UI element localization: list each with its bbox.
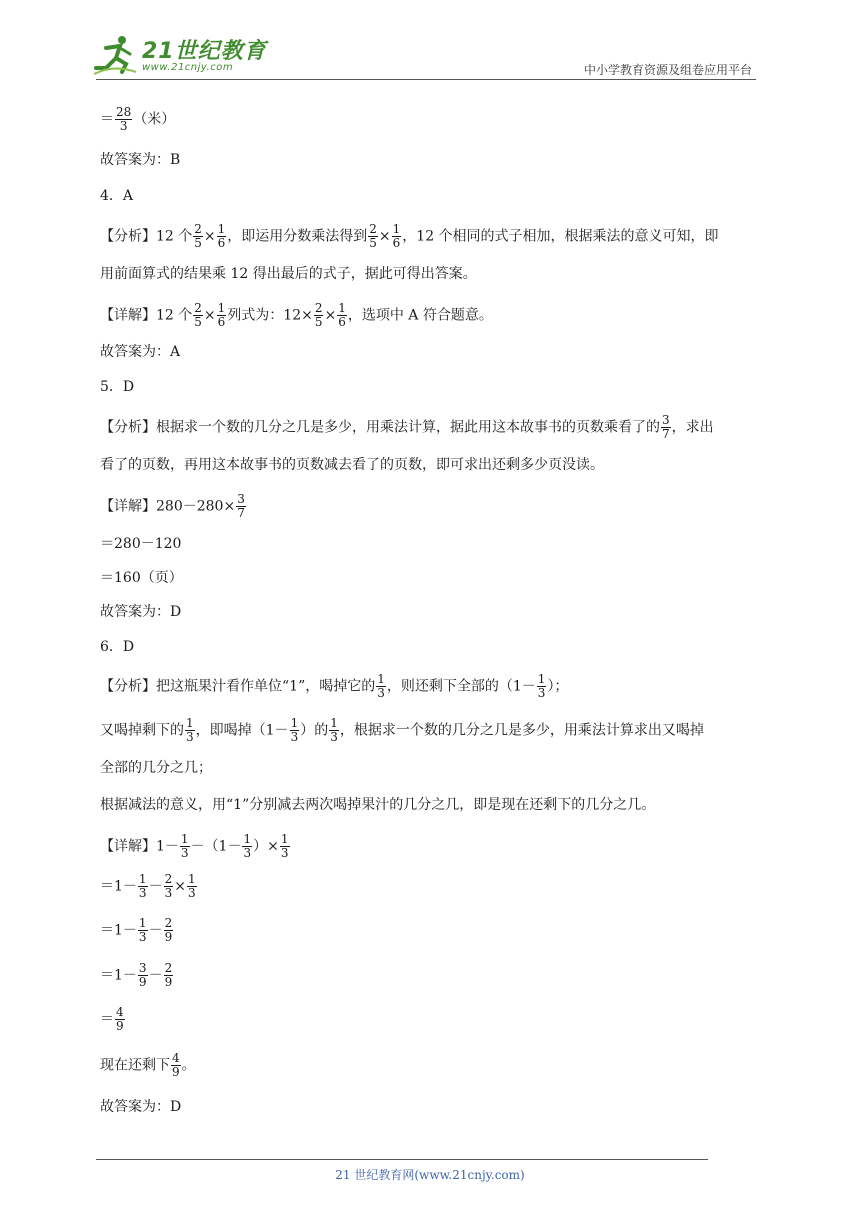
fraction: $\frac{2}{5}$: [194, 301, 202, 329]
calc-step: ＝280－120: [100, 536, 182, 552]
calc-step: ＝1－ $\frac{1}{3}$ － $\frac{2}{9}$: [100, 916, 173, 944]
page-header: [0, 0, 860, 82]
answer-line: 故答案为：A: [100, 344, 181, 360]
analysis-line-cont: 根据减法的意义，用“1”分别减去两次喝掉果汁的几分之几，即是现在还剩下的几分之几。: [100, 797, 656, 813]
fraction: $\frac{2}{3}$: [164, 872, 173, 900]
fraction: $\frac{1}{3}$: [138, 872, 147, 900]
footer-text: 21 世纪教育网(www.21cnjy.com): [335, 1168, 525, 1182]
calc-step: ＝160（页）: [100, 570, 183, 586]
fraction: $\frac{1}{3}$: [138, 916, 147, 944]
analysis-line-cont: 用前面算式的结果乘 12 得出最后的式子，据此可得出答案。: [100, 266, 477, 282]
calc-step: ＝ $\frac{4}{9}$: [100, 1005, 124, 1033]
answer-line: 故答案为：B: [100, 152, 181, 168]
line-result-meters: ＝ $\frac{28}{3}$ （米）: [100, 105, 176, 133]
question-number: 6．D: [100, 639, 135, 655]
footer-divider: [96, 1159, 708, 1160]
fraction: $\frac{1}{3}$: [243, 832, 252, 860]
fraction: $\frac{28}{3}$: [116, 105, 132, 133]
detail-line: 【详解】12 个 $\frac{2}{5}$ × $\frac{1}{6}$ 列式为：12× $\frac{2}{5}$ × $\frac{1}{6}$ ，选项中 A 符合题意。: [100, 301, 493, 329]
logo-text: 21世纪教育: [142, 39, 267, 64]
conclusion-line: 现在还剩下 $\frac{4}{9}$ 。: [100, 1051, 196, 1079]
fraction: $\frac{1}{3}$: [280, 832, 289, 860]
fraction: $\frac{1}{3}$: [537, 672, 546, 700]
header-platform-text: 中小学教育资源及组卷应用平台: [583, 63, 752, 77]
calc-step: ＝1－ $\frac{1}{3}$ － $\frac{2}{3}$ × $\frac{1}{3}$: [100, 872, 196, 900]
answer-line: 故答案为：D: [100, 604, 182, 620]
detail-line: 【详解】1－ $\frac{1}{3}$ －（1－ $\frac{1}{3}$ ）× $\frac{1}{3}$: [100, 832, 289, 860]
fraction: $\frac{2}{5}$: [369, 222, 377, 250]
analysis-line-cont: 又喝掉剩下的 $\frac{1}{3}$ ，即喝掉（1－ $\frac{1}{3}$ ）的 $\frac{1}{3}$ ，根据求一个数的几分之几是多少，用乘法计算求出又喝掉: [100, 716, 704, 744]
fraction: $\frac{4}{9}$: [172, 1051, 180, 1079]
analysis-line: 【分析】把这瓶果汁看作单位“1”，喝掉它的 $\frac{1}{3}$ ，则还剩下全部的（1－ $\frac{1}{3}$ ）；: [100, 672, 569, 700]
header-divider: [96, 79, 756, 80]
fraction: $\frac{2}{5}$: [314, 301, 323, 329]
fraction: $\frac{1}{6}$: [217, 222, 226, 250]
fraction: $\frac{2}{9}$: [164, 961, 173, 989]
fraction: $\frac{1}{3}$: [180, 832, 189, 860]
analysis-line: 【分析】根据求一个数的几分之几是多少，用乘法计算，据此用这本故事书的页数乘看了的 $\frac{3}{7}$ ，求出: [100, 413, 714, 441]
fraction: $\frac{1}{6}$: [392, 222, 401, 250]
logo: [92, 34, 267, 78]
fraction: $\frac{4}{9}$: [116, 1005, 124, 1033]
detail-line: 【详解】280－280× $\frac{3}{7}$: [100, 492, 245, 520]
analysis-line-cont: 看了的页数，再用这本故事书的页数减去看了的页数，即可求出还剩多少页没读。: [100, 457, 604, 473]
answer-line: 故答案为：D: [100, 1099, 182, 1115]
fraction: $\frac{3}{9}$: [138, 961, 147, 989]
fraction: $\frac{1}{6}$: [338, 301, 346, 329]
analysis-line-cont: 全部的几分之几；: [100, 760, 212, 776]
fraction: $\frac{1}{3}$: [187, 872, 196, 900]
fraction: $\frac{1}{6}$: [217, 301, 226, 329]
fraction: $\frac{1}{3}$: [377, 672, 385, 700]
fraction: $\frac{2}{9}$: [164, 916, 173, 944]
question-number: 4．A: [100, 188, 134, 204]
fraction: $\frac{2}{5}$: [194, 222, 202, 250]
calc-step: ＝1－ $\frac{3}{9}$ － $\frac{2}{9}$: [100, 961, 173, 989]
logo-url: www.21cnjy.com: [142, 62, 234, 73]
fraction: $\frac{1}{3}$: [290, 716, 299, 744]
analysis-line: 【分析】12 个 $\frac{2}{5}$ × $\frac{1}{6}$ ，即运用分数乘法得到 $\frac{2}{5}$ × $\frac{1}{6}$ ，12 个相同的式子相加，根据乘法的意义可知，即: [100, 222, 719, 250]
running-person-icon: [92, 34, 138, 78]
question-number: 5．D: [100, 379, 135, 395]
fraction: $\frac{3}{7}$: [662, 413, 670, 441]
fraction: $\frac{3}{7}$: [237, 492, 245, 520]
fraction: $\frac{1}{3}$: [186, 716, 194, 744]
fraction: $\frac{1}{3}$: [330, 716, 338, 744]
